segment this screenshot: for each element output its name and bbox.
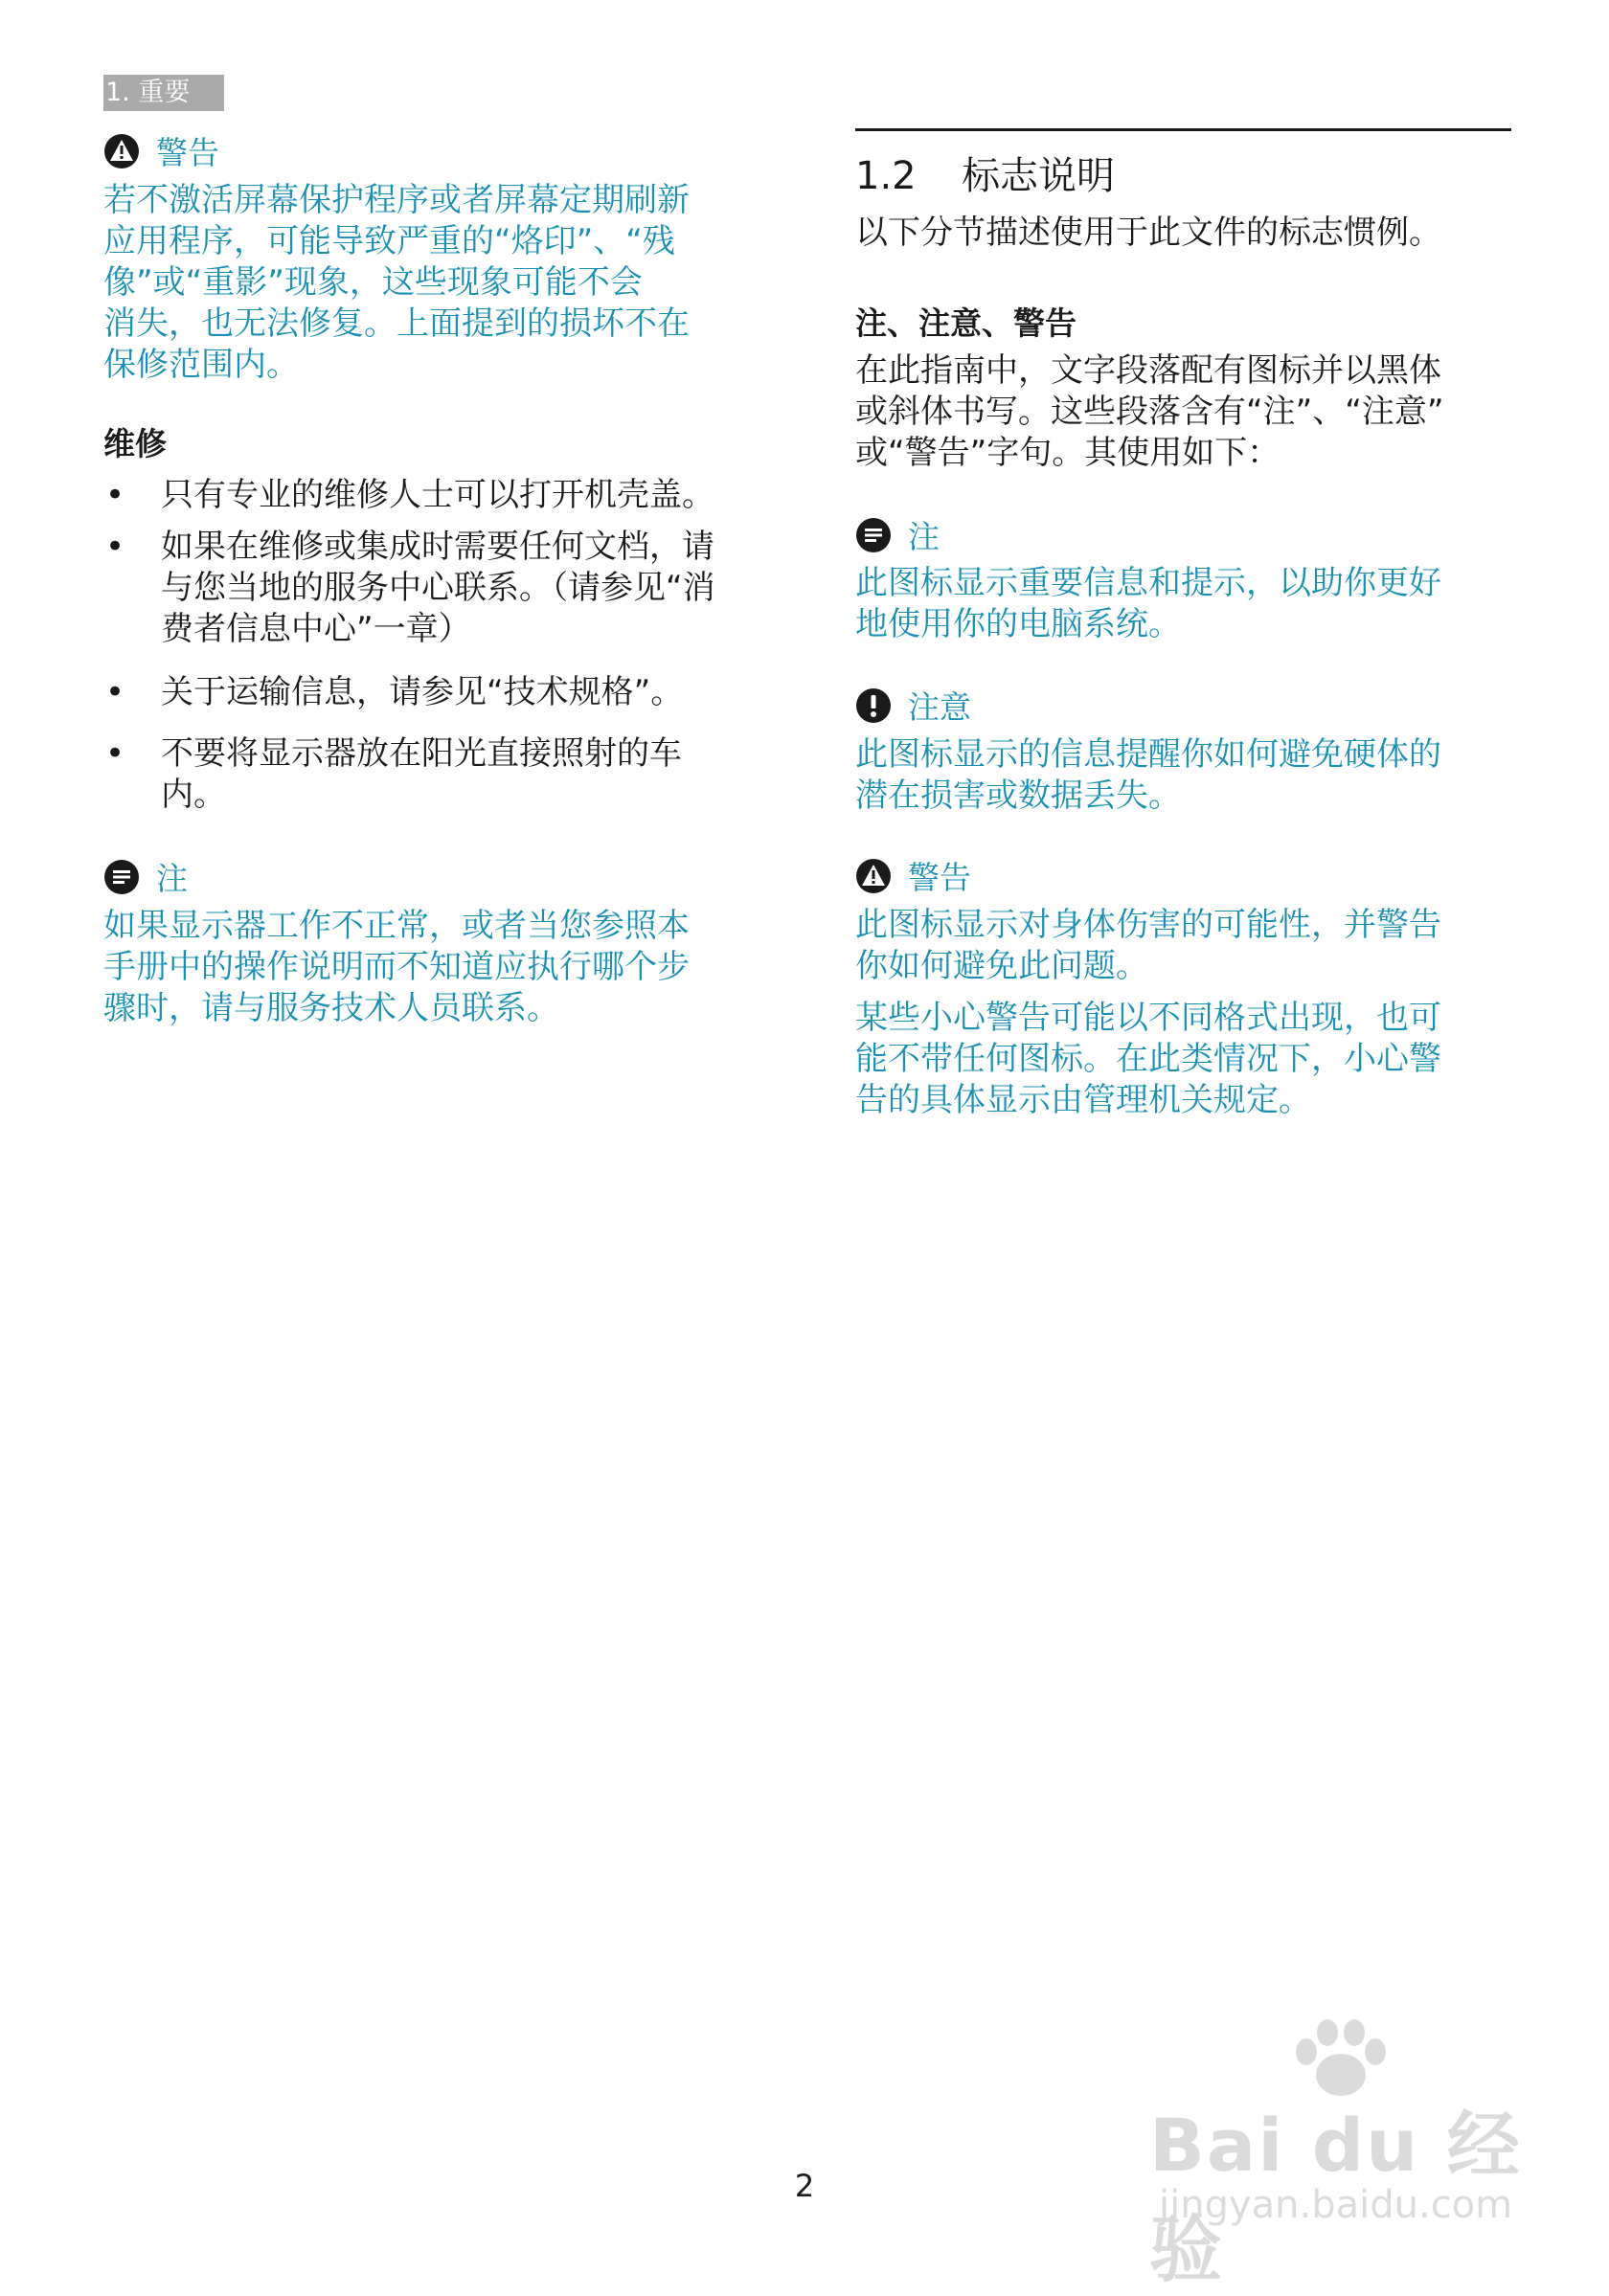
left-note-heading (103, 854, 188, 899)
left-warning-line: 若不激活屏幕保护程序或者屏幕定期刷新 (103, 181, 690, 219)
right-caution-heading (855, 683, 971, 728)
right-warning-line: 你如何避免此问题。 (855, 947, 1148, 985)
section-title-text: 标志说明 (962, 154, 1116, 198)
right-warning-extra-line: 告的具体显示由管理机关规定。 (855, 1081, 1311, 1119)
warning-icon (103, 133, 140, 169)
watermark-brand: Bai du 经验 (1149, 2103, 1522, 2292)
left-note-heading-text: 注 (156, 860, 188, 897)
left-warning-heading (103, 128, 219, 173)
section-rule (855, 128, 1511, 131)
right-note-text (855, 563, 1511, 645)
right-note-line: 地使用你的电脑系统。 (855, 605, 1181, 643)
left-note-line: 手册中的操作说明而不知道应执行哪个步 (103, 948, 690, 986)
right-caution-line: 潜在损害或数据丢失。 (855, 777, 1181, 815)
left-warning-line: 保修范围内。 (103, 346, 299, 384)
right-note-line: 此图标显示重要信息和提示，以助你更好 (855, 564, 1441, 602)
watermark-url: jingyan.baidu.com (1159, 2183, 1513, 2227)
left-warning-text (103, 180, 774, 386)
bullet-dot: • (105, 476, 125, 514)
conventions-heading: 注、注意、警告 (855, 304, 1076, 342)
bullet-line: 不要将显示器放在阳光直接照射的车 (161, 734, 682, 773)
right-warning-text (855, 905, 1511, 987)
bullet-dot: • (105, 673, 125, 711)
left-warning-line: 消失，也无法修复。上面提到的损坏不在 (103, 304, 690, 343)
right-warning-extra-line: 能不带任何图标。在此类情况下，小心警 (855, 1040, 1441, 1078)
right-caution-line: 此图标显示的信息提醒你如何避免硬体的 (855, 735, 1441, 774)
left-note-line: 骤时，请与服务技术人员联系。 (103, 989, 559, 1027)
bullet-line: 如果在维修或集成时需要任何文档，请 (161, 528, 714, 566)
right-warning-extra-line: 某些小心警告可能以不同格式出现，也可 (855, 999, 1441, 1037)
right-warning-extra-text (855, 998, 1511, 1121)
conventions-description (855, 350, 1511, 474)
description-line: 在此指南中，文字段落配有图标并以黑体 (855, 351, 1441, 390)
bullet-line: 关于运输信息，请参见“技术规格”。 (161, 673, 684, 711)
section-title (855, 146, 1115, 200)
bullet-line: 只有专业的维修人士可以打开机壳盖。 (161, 476, 714, 514)
bullet-line: 费者信息中心”一章） (161, 610, 471, 648)
page-number: 2 (794, 2168, 815, 2204)
bullet-dot: • (105, 528, 125, 566)
baidu-watermark (1140, 2015, 1542, 2292)
description-line: 或斜体书写。这些段落含有“注”、“注意” (855, 393, 1444, 431)
left-note-text (103, 906, 774, 1029)
bullet-dot: • (105, 734, 125, 773)
exclamation-icon (855, 687, 892, 724)
bullet-line: 与您当地的服务中心联系。（请参见“消 (161, 569, 715, 607)
left-note-line: 如果显示器工作不正常，或者当您参照本 (103, 907, 690, 945)
left-warning-heading-text: 警告 (156, 134, 219, 171)
warning-icon (855, 858, 892, 894)
service-heading: 维修 (103, 425, 167, 462)
description-line: 或“警告”字句。其使用如下： (855, 434, 1280, 472)
right-caution-heading-text: 注意 (908, 688, 971, 726)
section-intro: 以下分节描述使用于此文件的标志惯例。 (855, 214, 1441, 252)
right-warning-line: 此图标显示对身体伤害的可能性，并警告 (855, 906, 1441, 944)
bullet-line: 内。 (161, 776, 226, 814)
note-icon (855, 517, 892, 553)
right-warning-heading-text: 警告 (908, 859, 971, 896)
section-number: 1.2 (855, 154, 917, 198)
left-warning-line: 应用程序，可能导致严重的“烙印”、“残 (103, 222, 675, 260)
right-note-heading (855, 512, 940, 557)
note-icon (103, 859, 140, 895)
right-caution-text (855, 734, 1511, 817)
right-note-heading-text: 注 (908, 518, 940, 555)
right-warning-heading (855, 853, 971, 898)
chapter-tab: 1. 重要 (103, 75, 224, 111)
left-warning-line: 像”或“重影”现象，这些现象可能不会 (103, 263, 643, 302)
